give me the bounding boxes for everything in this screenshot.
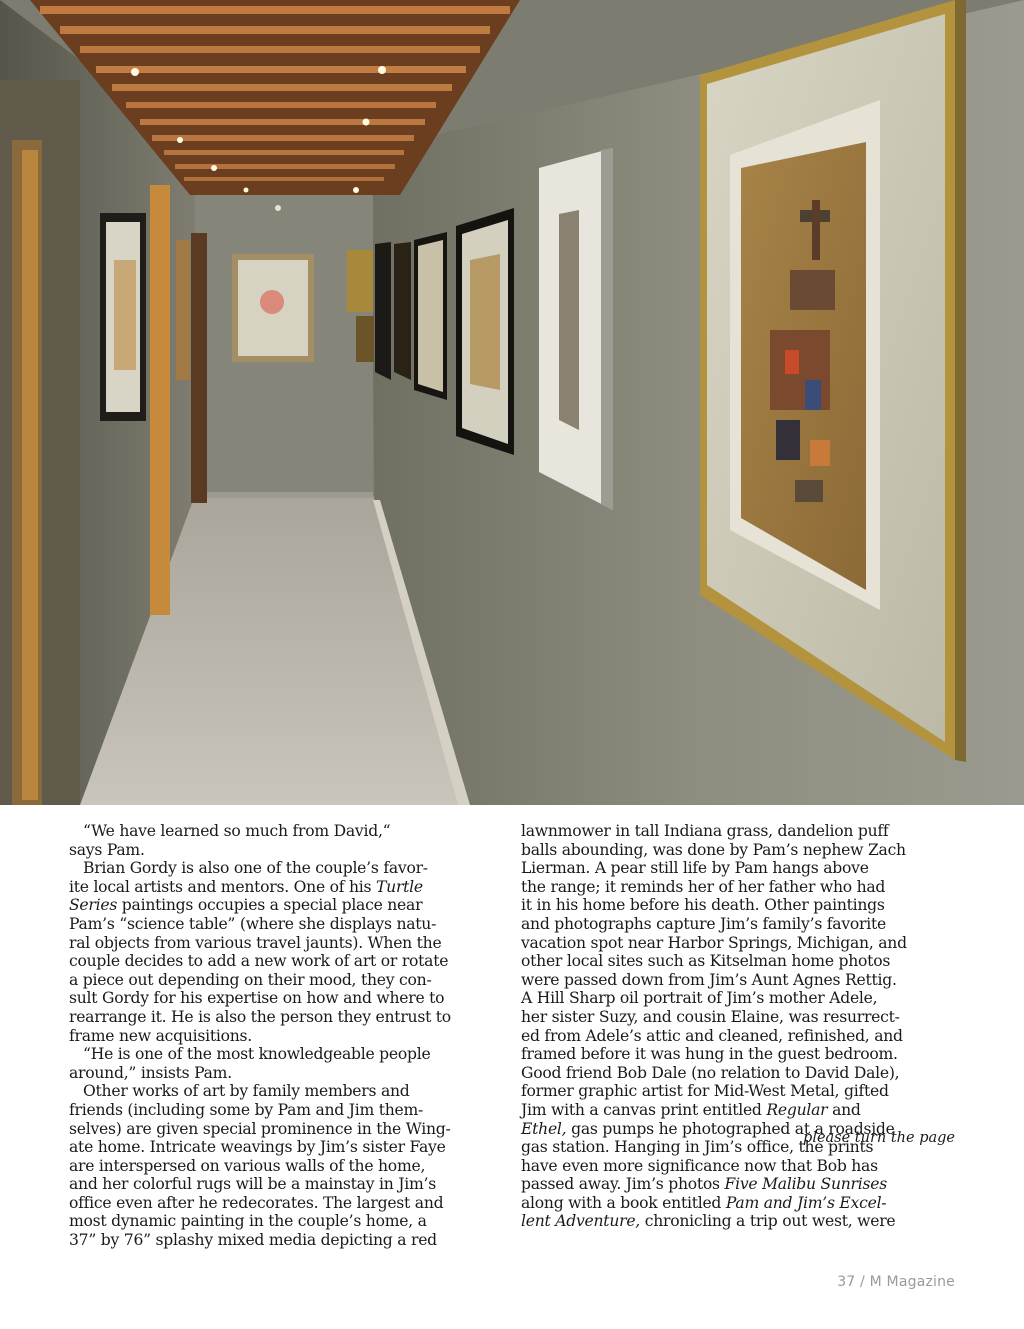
italic-title: Turtle Series bbox=[69, 877, 423, 915]
continued-line: please turn the page bbox=[803, 1130, 955, 1146]
article-paragraph: lawnmower in tall Indiana grass, dandelion puff balls abounding, was done by Pam’s nephew Zach Lierman. A pear still life by Pam hangs above the range; it reminds her of her father who had it in his home before his death. Other paintings and photographs capture Jim’s family’s favorite vacation spot near Harbor Springs, Michigan, and other local sites such as Kitselman home photos were passed down from Jim’s Aunt Agnes Rettig. A Hill Sharp oil portrait of Jim’s mother Adele, her sister Suzy, and cousin Elaine, was resurrect- ed from Adele’s attic and cleaned, refinished, and framed before it was hung in the guest bedroom. Good friend Bob Dale (no relation to David Dale), former graphic artist for Mid-West Metal, gifted Jim with a canvas print entitled Regular and Ethel, gas pumps he photographed at a roadside gas station. Hanging in Jim’s office, the prints have even more significance now that Bob has passed away. Jim’s photos Five Malibu Sunrises along with a book entitled Pam and Jim’s Excel- lent Adventure, chronicling a trip out west, were bbox=[521, 822, 907, 1231]
italic-title: Five Malibu Sunrises bbox=[724, 1175, 887, 1194]
page-folio: 37 / M Magazine bbox=[837, 1274, 955, 1290]
article-paragraph: Other works of art by family members and friends (including some by Pam and Jim them- selves) are given special prominence in the Wing- ate home. Intricate weavings by Jim’s sister Faye are interspersed on various walls of the home, and her colorful rugs will be a mainstay in Jim’s office even after he redecorates. The largest and most dynamic painting in the couple’s home, a 37” by 76” splashy mixed media depicting a red bbox=[69, 1082, 451, 1250]
article-paragraph: “He is one of the most knowledgeable people around,” insists Pam. bbox=[69, 1045, 431, 1082]
article-column-left bbox=[69, 822, 499, 1250]
article-paragraph: “We have learned so much from David,“ says Pam. bbox=[69, 822, 391, 859]
article-paragraph: Brian Gordy is also one of the couple’s favor- ite local artists and mentors. One of his Turtle Series paintings occupies a special place near Pam’s “science table” (where she displays natu- ral objects from various travel jaunts). When the couple decides to add a new work of art or rotate a piece out depending on their mood, they con- sult Gordy for his expertise on how and where to rearrange it. He is also the person they entrust to frame new acquisitions. bbox=[69, 859, 451, 1045]
article-column-right bbox=[521, 822, 961, 1231]
italic-title: Pam and Jim’s Excel- lent Adventure, bbox=[521, 1193, 887, 1231]
left-wall-frames bbox=[100, 213, 146, 421]
italic-title: Regular bbox=[766, 1100, 828, 1119]
italic-title: Ethel, bbox=[521, 1119, 567, 1138]
